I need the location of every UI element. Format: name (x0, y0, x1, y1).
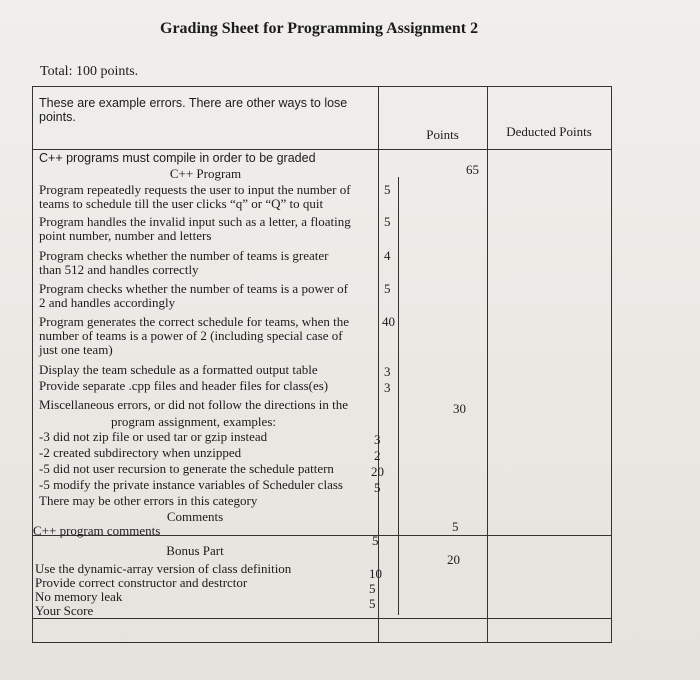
compile-note: C++ programs must compile in order to be graded (39, 151, 316, 165)
item-display-points: 3 (384, 364, 391, 379)
item-zip: -3 did not zip file or used tar or gzip instead (39, 429, 268, 444)
item-misc-line2: program assignment, examples: (111, 414, 276, 429)
item-requests-line2: teams to schedule till the user clicks “q” or “Q” to quit (39, 196, 324, 211)
score-divider (33, 618, 611, 619)
item-zip-points: 3 (374, 432, 381, 447)
item-dynamic: Use the dynamic-array version of class definition (35, 561, 292, 576)
item-greater-line1: Program checks whether the number of teams is greater (39, 248, 329, 263)
item-power-line2: 2 and handles accordingly (39, 295, 176, 310)
item-private: -5 modify the private instance variables of Scheduler class (39, 477, 343, 492)
section-title-cpp: C++ Program (169, 166, 242, 181)
section-points-comments: 5 (452, 519, 459, 534)
item-power-points: 5 (384, 281, 391, 296)
item-invalid-line2: point number, number and letters (39, 228, 212, 243)
header-note-line1: These are example errors. There are other ways to lose (39, 96, 348, 110)
item-other: There may be other errors in this category (39, 493, 258, 508)
item-recursion-points: 20 (371, 464, 384, 479)
item-subdir: -2 created subdirectory when unzipped (39, 445, 242, 460)
item-invalid-points: 5 (384, 214, 391, 229)
item-greater-line2: than 512 and handles correctly (39, 262, 199, 277)
item-comments-points: 5 (372, 533, 379, 548)
item-leak-points: 5 (369, 596, 376, 611)
item-greater-points: 4 (384, 248, 391, 263)
section-title-comments: Comments (166, 509, 224, 524)
section-points-cpp: 65 (466, 162, 479, 177)
item-schedule-line3: just one team) (39, 342, 113, 357)
item-requests-line1: Program repeatedly requests the user to input the number of (39, 182, 351, 197)
item-separate-points: 3 (384, 380, 391, 395)
deducted-points-header: Deducted Points (506, 124, 592, 139)
item-comments: C++ program comments (33, 523, 161, 538)
item-schedule-points: 40 (382, 314, 395, 329)
item-private-points: 5 (374, 480, 381, 495)
item-subdir-points: 2 (374, 448, 381, 463)
grading-table (32, 86, 612, 643)
document-title: Grading Sheet for Programming Assignment 2 (160, 20, 479, 37)
your-score-label: Your Score (35, 603, 94, 618)
item-ctor-points: 5 (369, 581, 376, 596)
item-recursion: -5 did not user recursion to generate the schedule pattern (39, 461, 334, 476)
section-title-bonus: Bonus Part (166, 543, 224, 558)
item-ctor: Provide correct constructor and destrctor (35, 575, 248, 590)
item-schedule-line2: number of teams is a power of 2 (including special case of (39, 328, 343, 343)
item-schedule-line1: Program generates the correct schedule for teams, when the (39, 314, 350, 329)
header-divider (33, 149, 611, 150)
total-points: Total: 100 points. (40, 64, 139, 79)
divider-item-points (398, 177, 399, 615)
header-note-line2: points. (39, 110, 76, 124)
item-separate: Provide separate .cpp files and header files for class(es) (39, 378, 329, 393)
divider-criteria (378, 87, 379, 642)
item-requests-points: 5 (384, 182, 391, 197)
item-misc-line1: Miscellaneous errors, or did not follow the directions in the (39, 397, 349, 412)
divider-deducted (487, 87, 488, 642)
section-points-bonus: 20 (447, 552, 460, 567)
item-dynamic-points: 10 (369, 566, 382, 581)
item-leak: No memory leak (35, 589, 123, 604)
item-invalid-line1: Program handles the invalid input such as a letter, a floating (39, 214, 351, 229)
item-display: Display the team schedule as a formatted output table (39, 362, 318, 377)
points-header: Points (426, 127, 459, 142)
item-power-line1: Program checks whether the number of teams is a power of (39, 281, 349, 296)
section-points-misc: 30 (453, 401, 466, 416)
